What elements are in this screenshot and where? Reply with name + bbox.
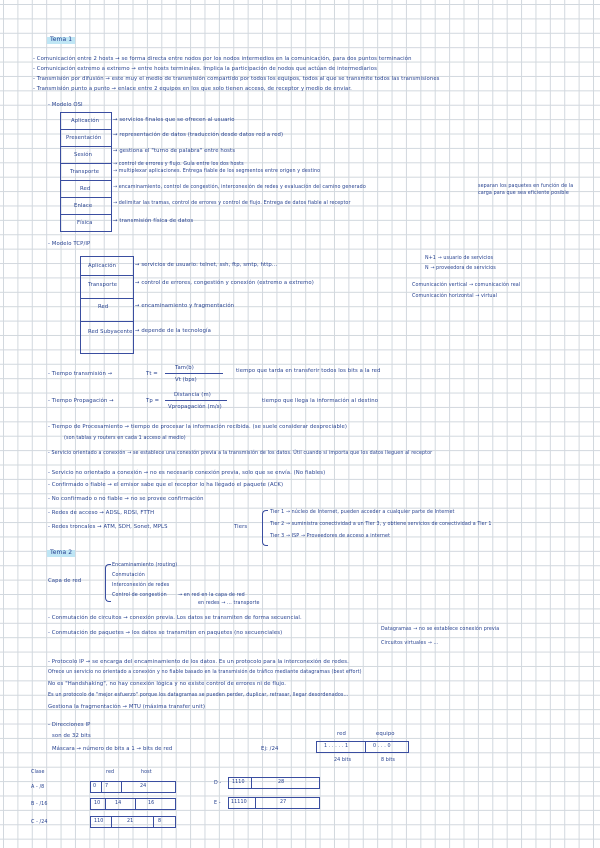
class-name: E - <box>214 801 221 806</box>
tier-label: - Redes troncales → ATM, SDH, Sonet, MPLS <box>48 524 168 530</box>
class-row <box>90 798 176 810</box>
class-cell: 10 <box>94 801 101 806</box>
class-name: C - /24 <box>31 820 48 825</box>
t-trans-num: Tam(b) <box>175 365 194 371</box>
osi-note: → delimitar las tramas, control de errores y control de flujo. Entrega de datos fiable al receptor <box>113 201 351 206</box>
service-line: - Confirmado o fiable → el emisor sabe que el receptor lo ha llegado el paquete (ACK) <box>48 482 284 488</box>
tcp-right-note: N+1 → usuario de servicios <box>425 256 494 261</box>
text-line: - Comunicación entre 2 hosts → se forma directa entre nodos por los nodos intermedios en la comunicación, para dos puntos terminación <box>33 56 412 62</box>
class-cell: 28 <box>278 780 285 785</box>
t-prop-lhs: Tp = <box>146 398 160 404</box>
capa-red-item: Encaminamiento (routing) <box>112 563 178 568</box>
class-cell: 8 <box>158 819 162 824</box>
class-name: B - /16 <box>31 802 48 807</box>
tier-item: Tier 2 → suministra conectividad a un Tier 3, y obtiene servicios de conectividad a Tier 1 <box>270 522 492 527</box>
osi-note: → gestiona el "turno de palabra" entre hosts <box>113 148 236 154</box>
t-trans-lhs: Tt = <box>146 371 158 377</box>
osi-title: - Modelo OSI <box>48 102 83 108</box>
t-proc-sub: (son tablas y routers en cada 1 acceso al medio) <box>64 436 186 441</box>
circuitos-virtuales-note: Circuitos virtuales → ... <box>381 641 439 646</box>
osi-note: → representación de datos (traducción desde datos red a red) <box>113 132 284 138</box>
class-cell: 110 <box>94 819 104 824</box>
fraction-bar <box>165 400 227 401</box>
class-cell: 21 <box>127 819 134 824</box>
bits-host-label: equipo <box>376 731 395 737</box>
osi-layer: Aplicación <box>71 118 100 124</box>
congestion-note: → en red en la capa de red <box>178 593 245 598</box>
conm-circuitos: - Conmutación de circuitos → conexión previa. Los datos se transmiten de forma secuencial. <box>48 615 302 621</box>
t-prop-label: - Tiempo Propagación → <box>48 398 114 404</box>
class-name: A - /8 <box>31 785 45 790</box>
bits-red-value: 1 . . . . . 1 <box>324 744 349 749</box>
tcp-note: → control de errores, congestión y conexión (extremo a extremo) <box>135 280 314 286</box>
datagramas-note: Datagramas → no se establece conexión previa <box>381 627 500 632</box>
osi-note: → control de errores y flujo. Guía entre los dos hosts <box>113 162 244 167</box>
service-line: - Servicio orientado a conexión → se establece una conexión previa a la transmisión de los datos. Útil cuando si importa que los datos lleguen al receptor <box>48 451 433 456</box>
class-header: host <box>141 770 152 775</box>
osi-layer: Transporte <box>70 169 100 175</box>
tcp-layer: Transporte <box>88 282 118 288</box>
osi-layer: Enlace <box>74 203 93 209</box>
t-trans-den: Vt (bps) <box>175 377 197 383</box>
class-cell: 14 <box>115 801 122 806</box>
ip-line: - Protocolo IP → se encarga del encaminamiento de los datos. Es un protocolo para la interconexión de redes. <box>48 659 349 665</box>
ip-line: Gestiona la fragmentación → MTU (máxima transfer unit) <box>48 704 206 710</box>
ip-line: Ofrece un servicio no orientado a conexión y no fiable basado en la transmisión de tráfico mediante datagramas (best effort) <box>48 670 362 675</box>
bits-host-count: 8 bits <box>381 758 395 763</box>
tcp-title: - Modelo TCP/IP <box>48 241 91 247</box>
service-line: - Servicio no orientado a conexión → no es necesario conexión previa, solo que se envía. (No fiables) <box>48 470 326 476</box>
class-cell: 27 <box>280 800 287 805</box>
congestion-note: en redes → ... transporte <box>198 601 260 606</box>
osi-layer: Red <box>80 186 91 192</box>
tcp-layer: Aplicación <box>88 263 117 269</box>
service-line: - Redes de acceso → ADSL, RDSI, FTTH <box>48 510 155 516</box>
bits-red-count: 24 bits <box>334 758 352 763</box>
class-name: D - <box>214 781 222 786</box>
text-line: - Transmisión punto a punto → enlace entre 2 equipos en los que solo tienen acceso, de receptor y medio de enviar. <box>33 86 352 92</box>
capa-red-item: Interconexión de redes <box>112 583 170 588</box>
tcp-layer: Red Subyacente <box>88 329 133 335</box>
tier-item: Tier 3 → ISP → Proveedores de acceso a internet <box>270 534 391 539</box>
osi-layer: Sesión <box>74 152 93 158</box>
class-cell: 0 <box>93 784 97 789</box>
brace <box>262 510 268 546</box>
tema2-title: Tema 2 <box>47 550 75 557</box>
service-line: - No confirmado o no fiable → no se provee confirmación <box>48 496 204 502</box>
ip-line: Es un protocolo de "mejor esfuerzo" porque los datagramas se pueden perder, duplicar, retrasar, llegar desordenados... <box>48 693 349 698</box>
capa-red-item: Control de congestión <box>112 593 167 598</box>
dir-title: - Direcciones IP <box>48 722 91 728</box>
class-cell: 11110 <box>231 800 247 805</box>
osi-layer: Presentación <box>66 135 102 141</box>
tcp-right-note: Comunicación vertical → comunicación real <box>412 283 521 288</box>
t-prop-note: tiempo que llega la información al destino <box>262 398 379 404</box>
osi-layer: Física <box>77 220 93 226</box>
dir-line: son de 32 bits <box>52 733 91 739</box>
class-cell: 16 <box>148 801 155 806</box>
osi-note: → encaminamiento, control de congestión, interconexión de redes y evaluación del camino generado <box>113 185 366 190</box>
dir-example: Ej: /24 <box>261 746 279 752</box>
osi-note: → transmisión física de datos <box>113 218 194 224</box>
osi-note: → servicios finales que se ofrecen al usuario <box>113 117 235 123</box>
class-row <box>90 781 176 793</box>
osi-side-note: separan los paquetes en función de la carga para que sea eficiente posible <box>478 184 574 196</box>
bits-host-value: 0 . . . 0 <box>373 744 391 749</box>
tcp-right-note: N → proveedora de servicios <box>425 266 496 271</box>
tcp-note: → depende de la tecnología <box>135 328 211 334</box>
class-cell: 24 <box>140 784 147 789</box>
class-cell: 7 <box>105 784 109 789</box>
text-line: - Transmisión por difusión → este muy el medio de transmisión compartido por todos los equipos, todos al que se transmite todos las transmisiones <box>33 76 440 82</box>
ip-line: No es "Handshaking", no hay conexión lógica y no existe control de errores ni de flujo. <box>48 681 286 687</box>
bits-red-label: red <box>337 731 346 737</box>
class-header: red <box>106 770 115 775</box>
class-header: Clase <box>31 770 45 775</box>
dir-line: Máscara → número de bits a 1 → bits de red <box>52 746 173 752</box>
t-prop-den: Vpropagación (m/s) <box>168 404 222 410</box>
tema1-title: Tema 1 <box>47 37 75 44</box>
tcp-note: → servicios de usuario: telnet, ssh, ftp, smtp, http... <box>135 262 278 268</box>
brace <box>105 564 111 602</box>
text-line: - Comunicación extremo a extremo → entre hosts terminales. Implica la participación de nodos que actúan de intermediarios <box>33 66 377 72</box>
tcp-right-note: Comunicación horizontal → virtual <box>412 294 498 299</box>
tiers-word: Tiers <box>234 524 248 530</box>
tier-item: Tier 1 → núcleo de Internet, pueden acceder a cualquier parte de Internet <box>270 510 455 515</box>
t-trans-note: tiempo que tarda en transferir todos los bits a la red <box>236 368 381 374</box>
t-proc-label: - Tiempo de Procesamiento → tiempo de procesar la información recibida. (se suele considerar despreciable) <box>48 424 348 430</box>
t-prop-num: Distancia (m) <box>174 392 211 398</box>
osi-note: → multiplexar aplicaciones. Entrega fiable de los segmentos entre origen y destino <box>113 169 321 174</box>
class-cell: 1110 <box>232 780 245 785</box>
fraction-bar <box>165 373 223 374</box>
t-trans-label: - Tiempo transmisión → <box>48 371 113 377</box>
tcp-layer: Red <box>98 304 109 310</box>
tcp-note: → encaminamiento y fragmentación <box>135 303 235 309</box>
capa-red-label: Capa de red <box>48 578 82 584</box>
conm-paquetes: - Conmutación de paquetes → los datos se transmiten en paquetes (no secuenciales) <box>48 630 283 636</box>
capa-red-item: Conmutación <box>112 573 145 578</box>
